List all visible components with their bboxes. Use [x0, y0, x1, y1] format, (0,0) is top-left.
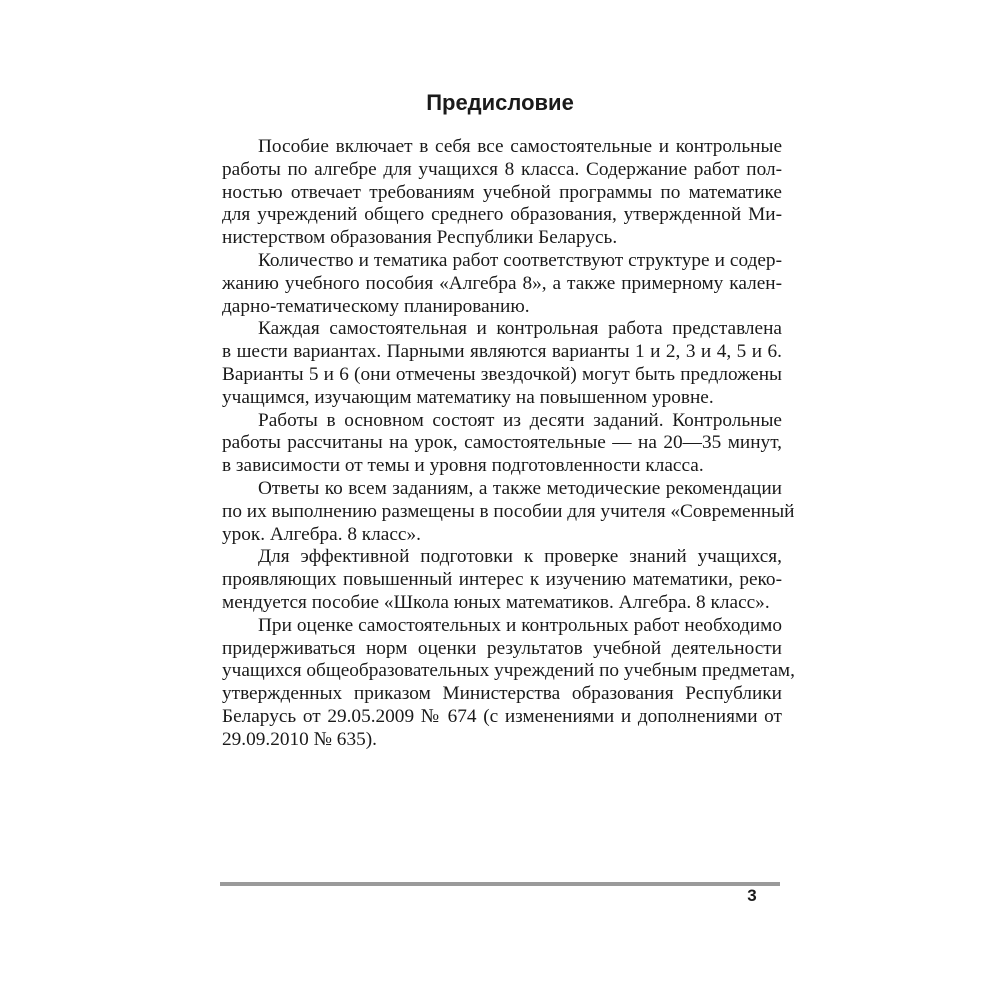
paragraph-7: [222, 614, 795, 752]
text-line: работы по алгебре для учащихся 8 класса. Содержание работ пол-: [222, 158, 782, 180]
text-line: для учреждений общего среднего образования, утвержденной Ми-: [222, 204, 782, 226]
text-line: утвержденных приказом Министерства образования Республики: [222, 683, 782, 705]
text-line: Беларусь от 29.05.2009 № 674 (с изменениями и дополнениями от: [222, 705, 782, 727]
paragraph-2: [222, 250, 782, 318]
text-line: дарно-тематическому планированию.: [222, 295, 530, 317]
text-line: 29.09.2010 № 635).: [222, 728, 377, 750]
paragraph-6: [222, 546, 782, 614]
text-line: Работы в основном состоят из десяти заданий. Контрольные: [258, 409, 782, 431]
text-line: Варианты 5 и 6 (они отмечены звездочкой) могут быть предложены: [222, 363, 782, 385]
text-line: При оценке самостоятельных и контрольных работ необходимо: [258, 614, 782, 636]
page-title: Предисловие: [426, 90, 574, 115]
text-line: ностью отвечает требованиям учебной программы по математике: [222, 181, 782, 203]
text-line: Ответы ко всем заданиям, а также методические рекомендации: [258, 477, 782, 499]
text-line: придерживаться норм оценки результатов учебной деятельности: [222, 637, 782, 659]
text-line: учащихся общеобразовательных учреждений по учебным предметам,: [222, 660, 795, 682]
text-line: учащимся, изучающим математику на повышенном уровне.: [222, 386, 714, 408]
text-line: в шести вариантах. Парными являются варианты 1 и 2, 3 и 4, 5 и 6.: [222, 341, 782, 363]
text-line: Пособие включает в себя все самостоятельные и контрольные: [258, 136, 782, 157]
text-line: в зависимости от темы и уровня подготовленности класса.: [222, 455, 704, 477]
text-line: по их выполнению размещены в пособии для учителя «Современный: [222, 500, 795, 522]
text-line: проявляющих повышенный интерес к изучению математики, реко-: [222, 569, 782, 591]
text-line: работы рассчитаны на урок, самостоятельные — на 20—35 минут,: [222, 432, 782, 454]
footer-divider: [220, 882, 780, 886]
paragraph-1: [222, 136, 782, 250]
text-line: Количество и тематика работ соответствуют структуре и содер-: [258, 249, 782, 271]
text-line: мендуется пособие «Школа юных математиков. Алгебра. 8 класс».: [222, 591, 770, 613]
paragraph-3: [222, 318, 782, 409]
page-number: 3: [747, 886, 757, 905]
text-line: урок. Алгебра. 8 класс».: [222, 523, 421, 545]
text-line: нистерством образования Республики Беларусь.: [222, 227, 618, 249]
text-line: жанию учебного пособия «Алгебра 8», а также примерному кален-: [222, 272, 782, 294]
paragraph-5: [222, 477, 795, 546]
text-line: Каждая самостоятельная и контрольная работа представлена: [258, 318, 782, 340]
paragraph-4: [222, 410, 782, 478]
preface-body: [222, 136, 795, 752]
text-line: Для эффективной подготовки к проверке знаний учащихся,: [258, 546, 782, 568]
